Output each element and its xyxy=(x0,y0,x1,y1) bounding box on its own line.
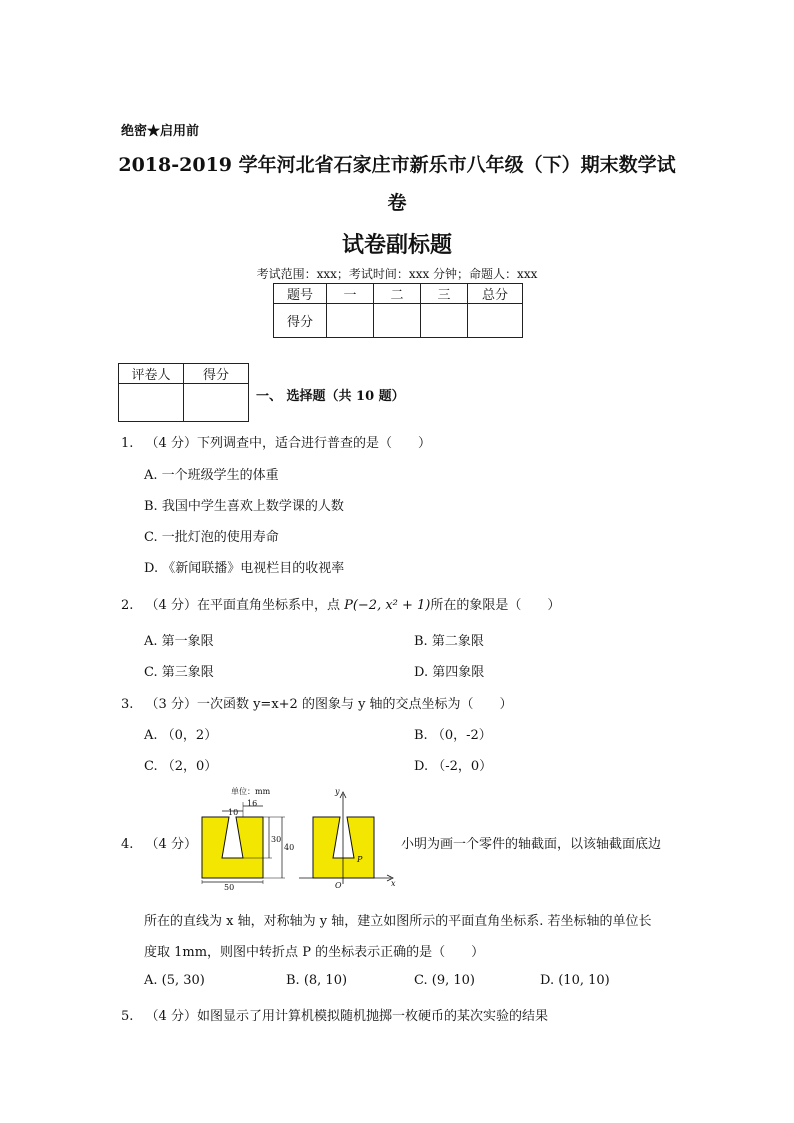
q3-option-a: A. （0，2） xyxy=(144,728,218,743)
dim-16-label: 16 xyxy=(247,799,258,808)
score-header-cell: 题号 xyxy=(274,284,327,304)
score-cell xyxy=(327,304,374,338)
q4-option-b: B. (8, 10) xyxy=(286,973,348,988)
score-table xyxy=(273,283,523,338)
q1-option-d: D. 《新闻联播》电视栏目的收视率 xyxy=(144,561,345,576)
q4-option-d: D. (10, 10) xyxy=(540,973,610,988)
score-header-cell: 总分 xyxy=(468,284,523,304)
score-header-cell: 一 xyxy=(327,284,374,304)
question-number: 1. xyxy=(121,436,134,451)
q4-option-a: A. (5, 30) xyxy=(144,973,205,988)
exam-info: 考试范围：xxx；考试时间：xxx 分钟；命题人：xxx xyxy=(256,267,538,281)
q4-stem-right: 小明为画一个零件的轴截面，以该轴截面底边 xyxy=(401,837,662,852)
grader-table xyxy=(118,363,249,422)
figure-unit-label: 单位：mm xyxy=(231,787,271,796)
confidential-label: 绝密★启用前 xyxy=(121,124,200,139)
grader-header-cell: 得分 xyxy=(184,364,249,384)
score-cell xyxy=(374,304,421,338)
score-cell xyxy=(421,304,468,338)
point-p-expression: P(−2, x² + 1) xyxy=(344,598,431,613)
question-3 xyxy=(121,693,513,712)
q2-option-a: A. 第一象限 xyxy=(144,634,214,649)
question-stem: （3 分）一次函数 y=x+2 的图象与 y 轴的交点坐标为（ ） xyxy=(145,697,513,712)
q2-option-c: C. 第三象限 xyxy=(144,665,214,680)
y-axis-label: y xyxy=(335,787,340,796)
point-p-label: P xyxy=(357,855,363,864)
question-number: 5. xyxy=(121,1009,134,1024)
score-header-cell: 三 xyxy=(421,284,468,304)
grader-cell xyxy=(184,384,249,422)
dim-30-label: 30 xyxy=(271,835,282,844)
q3-option-d: D. （-2，0） xyxy=(414,759,493,774)
q4-stem-line-3: 度取 1mm，则图中转折点 P 的坐标表示正确的是（ ） xyxy=(144,945,485,960)
score-header-cell: 二 xyxy=(374,284,421,304)
q1-option-a: A. 一个班级学生的体重 xyxy=(144,468,279,483)
exam-title-line-1: 2018-2019 学年河北省石家庄市新乐市八年级（下）期末数学试 xyxy=(118,154,676,176)
question-4-number-score xyxy=(121,833,197,852)
question-number: 4. xyxy=(121,837,134,852)
grader-header-cell: 评卷人 xyxy=(119,364,184,384)
q4-option-c: C. (9, 10) xyxy=(414,973,475,988)
q4-stem-line-2: 所在的直线为 x 轴，对称轴为 y 轴，建立如图所示的平面直角坐标系. 若坐标轴的单位长 xyxy=(144,914,652,929)
question-stem: （4 分）如图显示了用计算机模拟随机抛掷一枚硬币的某次实验的结果 xyxy=(145,1009,548,1024)
grader-cell xyxy=(119,384,184,422)
part-shape-right xyxy=(313,817,374,878)
question-stem-part: 所在的象限是（ ） xyxy=(430,598,561,613)
score-row-label: 得分 xyxy=(274,304,327,338)
score-cell xyxy=(468,304,523,338)
exam-subtitle: 试卷副标题 xyxy=(341,233,452,258)
q3-option-b: B. （0，-2） xyxy=(414,728,492,743)
dim-40-label: 40 xyxy=(284,843,295,852)
question-number: 3. xyxy=(121,697,134,712)
dim-50-label: 50 xyxy=(224,883,235,890)
question-score: （4 分） xyxy=(145,837,197,852)
question-stem-part: （4 分）在平面直角坐标系中，点 xyxy=(145,598,345,613)
dim-10-label: 10 xyxy=(228,808,239,817)
q1-option-c: C. 一批灯泡的使用寿命 xyxy=(144,530,279,545)
x-axis-label: x xyxy=(391,879,396,888)
part-cross-section-figure xyxy=(195,782,405,890)
q1-option-b: B. 我国中学生喜欢上数学课的人数 xyxy=(144,499,344,514)
q3-option-c: C. （2，0） xyxy=(144,759,218,774)
origin-label: O xyxy=(335,881,342,890)
exam-title-line-2: 卷 xyxy=(387,192,407,214)
section-heading: 一、 选择题（共 10 题） xyxy=(256,389,405,404)
question-2 xyxy=(121,594,560,613)
q2-option-b: B. 第二象限 xyxy=(414,634,484,649)
question-1 xyxy=(121,432,431,451)
question-stem: （4 分）下列调查中，适合进行普查的是（ ） xyxy=(145,436,431,451)
q2-option-d: D. 第四象限 xyxy=(414,665,485,680)
part-shape-left xyxy=(202,817,263,878)
question-5 xyxy=(121,1005,548,1024)
question-number: 2. xyxy=(121,598,134,613)
